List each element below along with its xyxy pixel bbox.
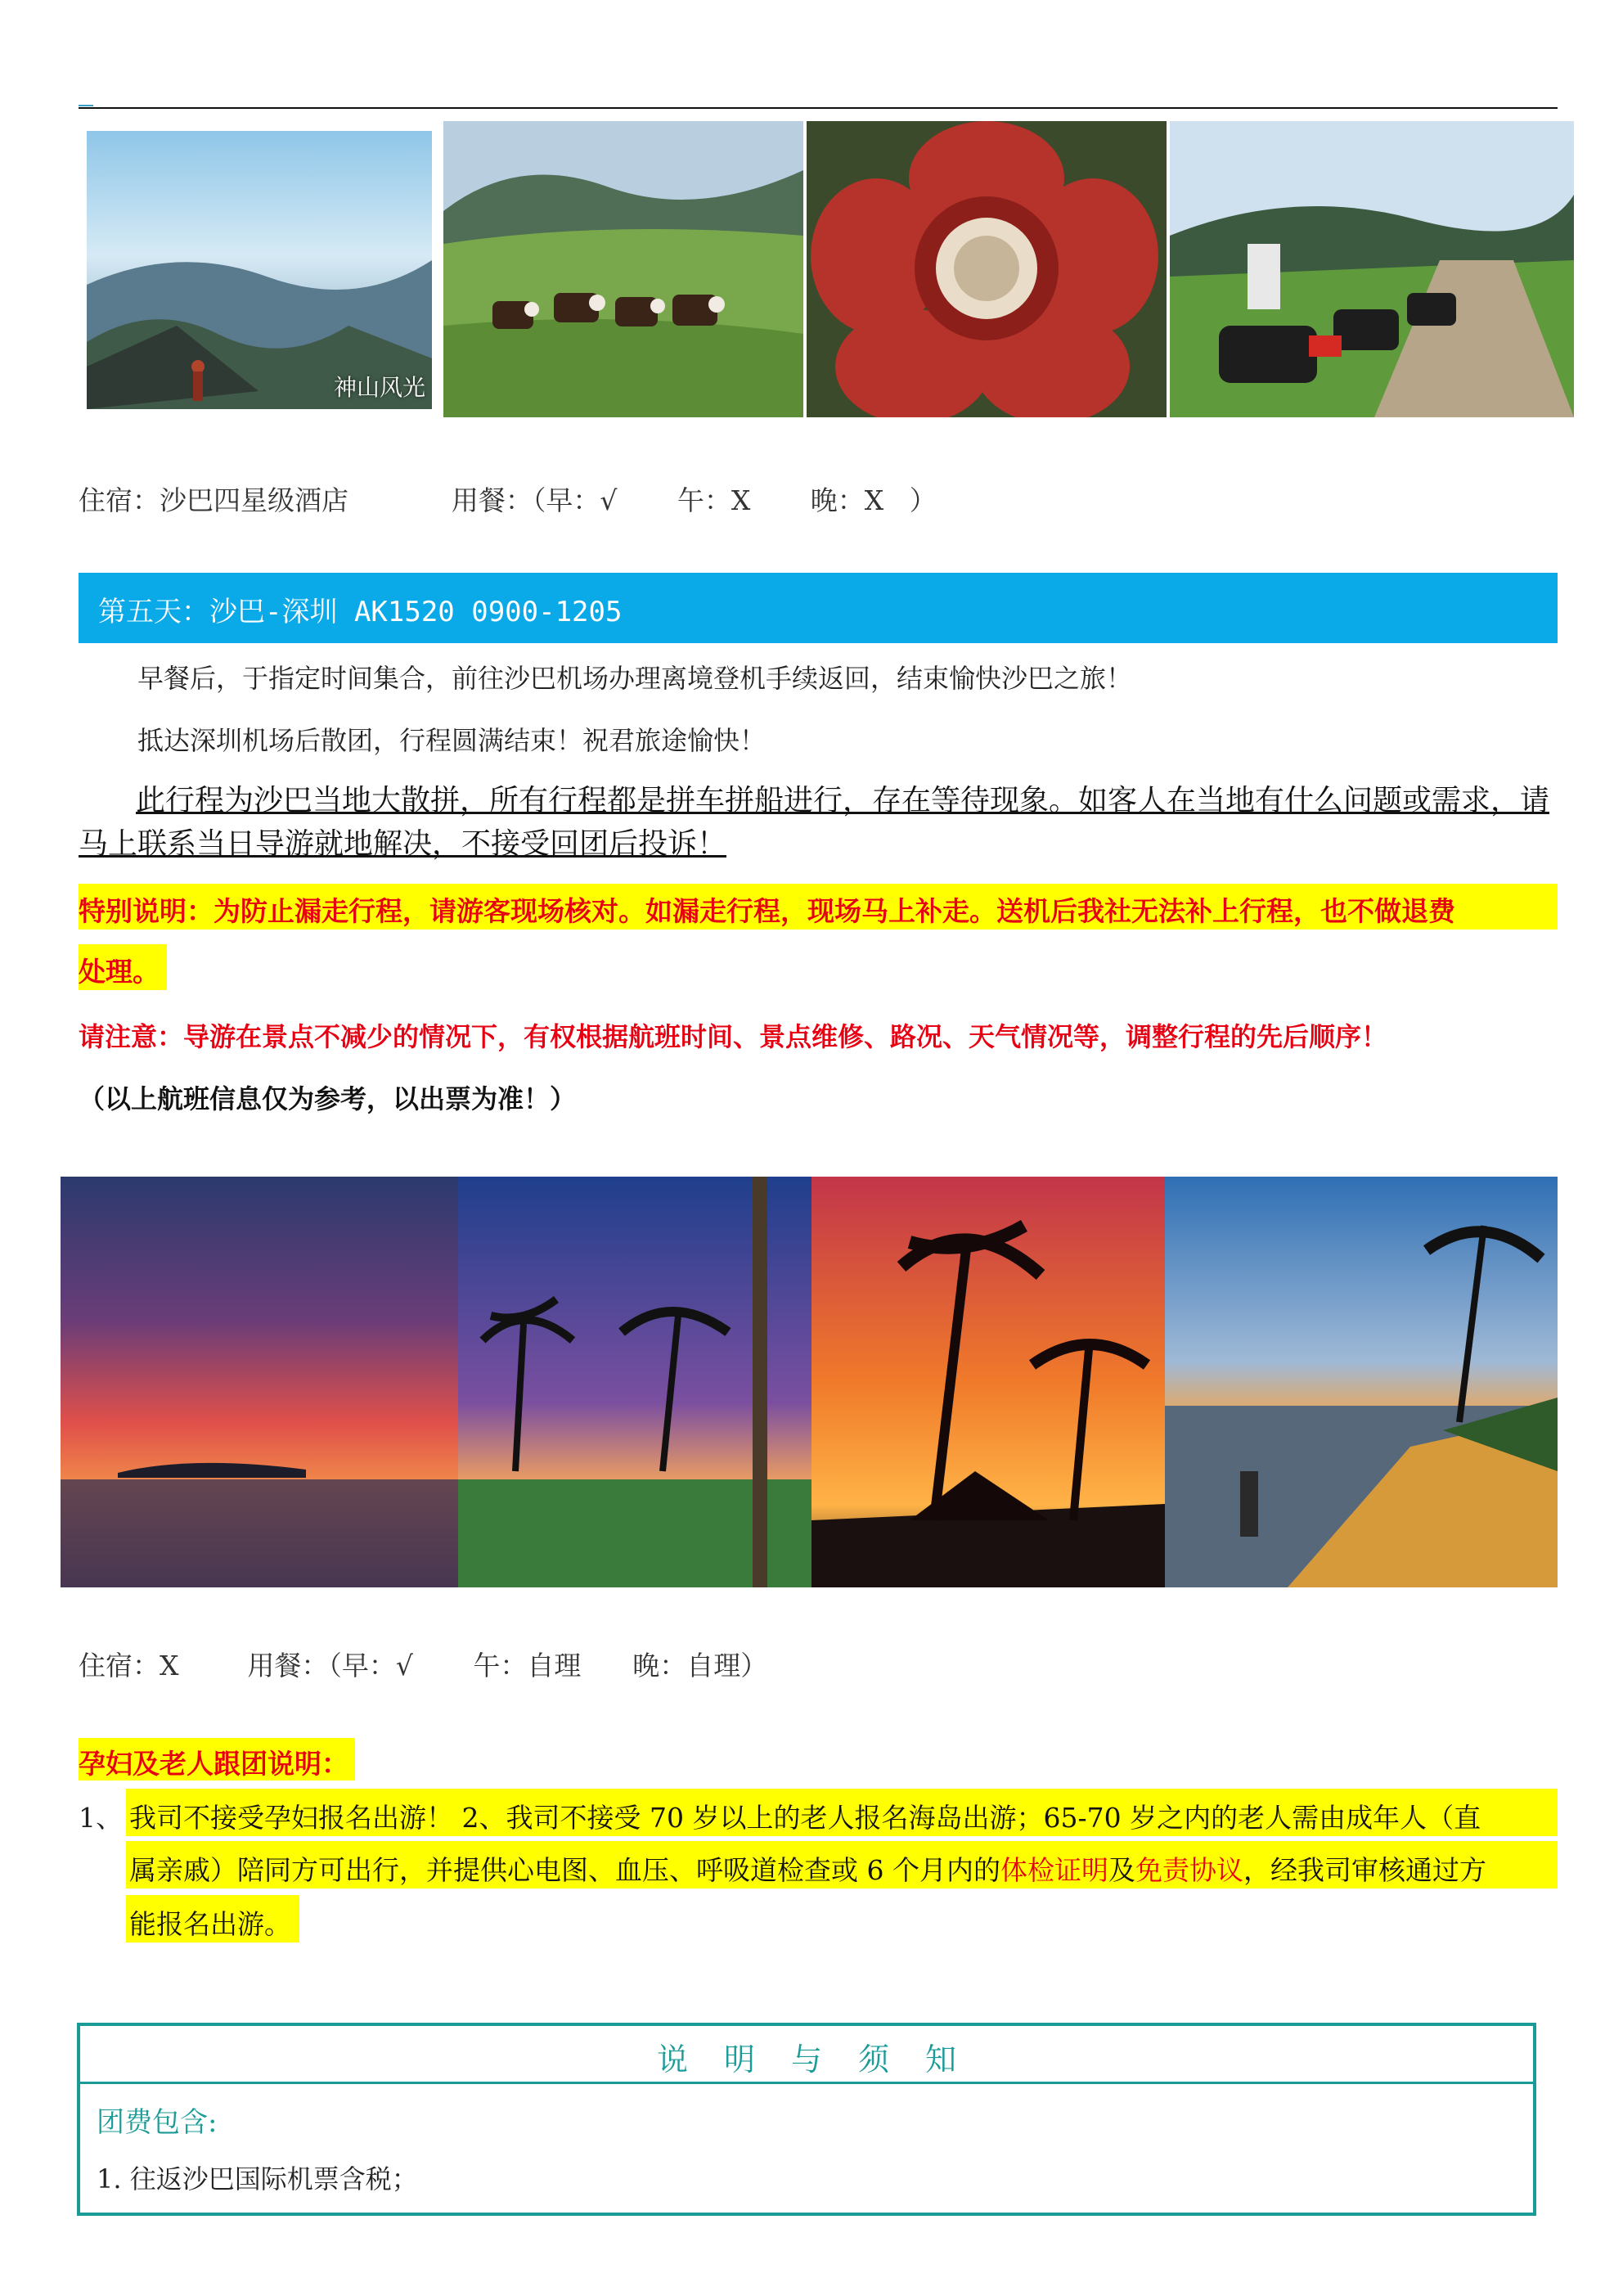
pregnant-line-3: 能报名出游。 bbox=[129, 1908, 291, 1940]
pregnant-elderly-number: 1、 bbox=[79, 1802, 123, 1834]
photo-cows-farm bbox=[443, 121, 803, 417]
photo-palm-garden bbox=[458, 1177, 812, 1587]
day5-accommodation-meals: 住宿：X 用餐：（早：√ 午：自理 晚：自理） bbox=[79, 1650, 768, 1681]
day5-notice-line-1: 此行程为沙巴当地大散拼，所有行程都是拼车拼船进行，存在等待现象。如客人在当地有什么问题或需求，请 bbox=[136, 784, 1550, 817]
notice-title-row bbox=[80, 2026, 1533, 2084]
notice-box bbox=[77, 2023, 1536, 2216]
header-mark bbox=[79, 98, 93, 106]
day4-accommodation-meals: 住宿：沙巴四星级酒店 用餐：（早：√ 午：X 晚：X ） bbox=[79, 484, 937, 516]
day5-header bbox=[79, 573, 1558, 643]
health-certificate-text: 体检证明 bbox=[1000, 1854, 1108, 1886]
photo-caption: 神山风光 bbox=[333, 374, 425, 401]
fee-includes-heading: 团费包含: bbox=[97, 2106, 218, 2139]
photo-atv-trail bbox=[1170, 121, 1574, 417]
day5-title: 第五天：沙巴-深圳 AK1520 0900-1205 bbox=[98, 596, 623, 628]
day5-paragraph-2: 抵达深圳机场后散团，行程圆满结束！祝君旅途愉快！ bbox=[137, 725, 767, 756]
pregnant-line-2-text: 属亲戚）陪同方可出行，并提供心电图、血压、呼吸道检查或 6 个月内的 bbox=[129, 1854, 1000, 1886]
fee-includes-item-1: 1. 往返沙巴国际机票含税； bbox=[97, 2163, 418, 2195]
photo-seaside-walkway bbox=[1165, 1177, 1558, 1587]
flight-note: （以上航班信息仅为参考，以出票为准！） bbox=[79, 1083, 577, 1114]
special-note-line-1: 特别说明：为防止漏走行程，请游客现场核对。如漏走行程，现场马上补走。送机后我社无法补上行程，也不做退费 bbox=[79, 895, 1455, 927]
special-note-line-2: 处理。 bbox=[79, 956, 160, 988]
photo-sunset-island bbox=[61, 1177, 458, 1587]
pregnant-elderly-title: 孕妇及老人跟团说明： bbox=[79, 1748, 348, 1780]
notice-title: 说明与须知 bbox=[656, 2042, 992, 2078]
photo-rafflesia-flower bbox=[807, 121, 1167, 417]
pregnant-line-2-end: ，经我司审核通过方 bbox=[1243, 1854, 1486, 1886]
pregnant-line-2 bbox=[129, 1849, 1486, 1888]
header-rule bbox=[79, 107, 1558, 109]
disclaimer-agreement-text: 免责协议 bbox=[1135, 1854, 1243, 1886]
photo-mountain-view bbox=[79, 121, 440, 417]
photo-palm-sunset bbox=[812, 1177, 1165, 1587]
pregnant-line-2-conj: 及 bbox=[1108, 1854, 1135, 1886]
day5-notice-line-2: 马上联系当日导游就地解决，不接受回团后投诉！ bbox=[79, 827, 727, 861]
attention-note: 请注意：导游在景点不减少的情况下，有权根据航班时间、景点维修、路况、天气情况等，调整行程的先后顺序！ bbox=[79, 1021, 1388, 1052]
pregnant-line-1: 我司不接受孕妇报名出游！ 2、我司不接受 70 岁以上的老人报名海岛出游；65-70 岁之内的老人需由成年人（直 bbox=[129, 1802, 1481, 1834]
day5-paragraph-1: 早餐后，于指定时间集合，前往沙巴机场办理离境登机手续返回，结束愉快沙巴之旅！ bbox=[137, 663, 1133, 694]
